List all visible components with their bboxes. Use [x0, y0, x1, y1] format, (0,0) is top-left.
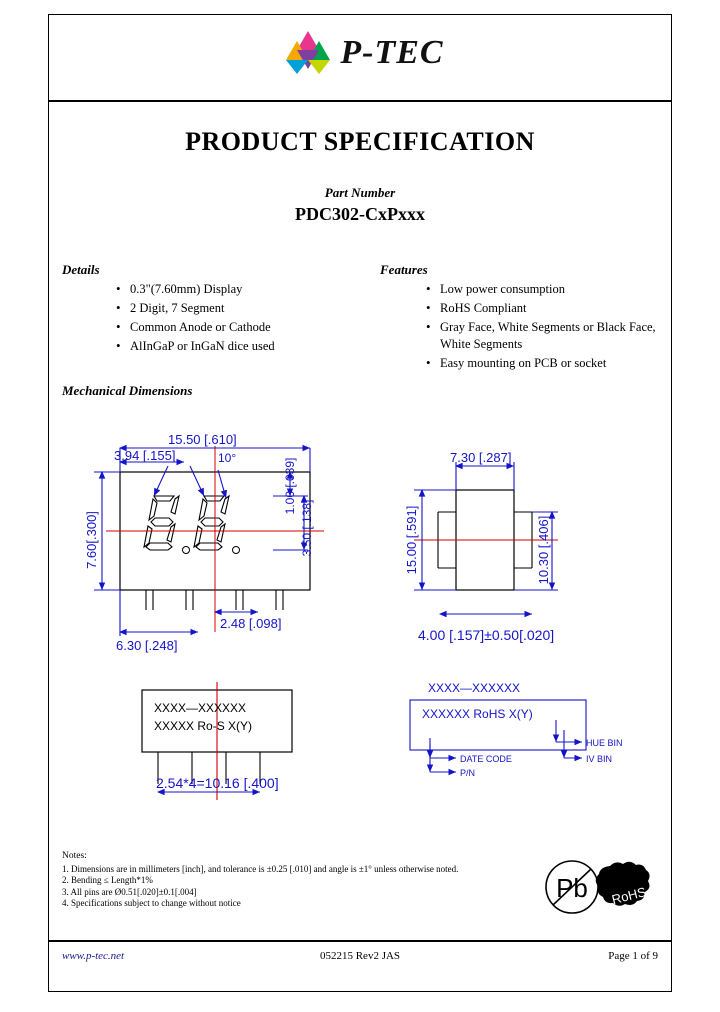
footer-revision: 052215 Rev2 JAS: [319, 950, 401, 962]
footer-divider: [49, 940, 671, 942]
dim-bottom-pin: 2.48 [.098]: [220, 616, 282, 631]
callout-hue-bin: HUE BIN: [586, 738, 623, 748]
dim-bottom-left: 6.30 [.248]: [116, 638, 178, 653]
dim-side-bottom: 4.00 [.157]±0.50[.020]: [418, 627, 555, 643]
marking-detail-line-2: XXXXXX RoHS X(Y): [422, 707, 533, 721]
dim-top-overall: 15.50 [.610]: [168, 432, 237, 447]
callout-pn: P/N: [460, 768, 476, 778]
dim-side-left-height: 15.00 [.591]: [404, 505, 419, 575]
list-item: • 2 Digit, 7 Segment: [116, 300, 366, 317]
page-title: PRODUCT SPECIFICATION: [185, 127, 535, 156]
note-item: 1. Dimensions are in millimeters [inch], and tolerance is ±0.25 [.010] and angle is ±1° unless otherwise noted.: [62, 863, 459, 874]
marking-detail-line-1: XXXX—XXXXXX: [428, 681, 521, 695]
footer-page-number: Page 1 of 9: [608, 950, 658, 962]
features-heading: Features: [380, 262, 428, 277]
dim-right-mid: 3.50 [.138]: [300, 499, 314, 557]
ptec-triangles-logo-icon: [286, 31, 330, 75]
pb-free-label: Pb: [556, 873, 588, 903]
brand-name: P-TEC: [340, 34, 444, 71]
mechanical-dimensions-heading: Mechanical Dimensions: [62, 383, 193, 398]
note-item: 4. Specifications subject to change without notice: [62, 898, 241, 908]
brand-logo: [250, 22, 480, 84]
note-item: 3. All pins are Ø0.51[.020]±0.1[.004]: [62, 886, 197, 897]
list-item: • AlInGaP or InGaN dice used: [116, 338, 366, 355]
notes-block: [62, 851, 532, 910]
list-item: • RoHS Compliant: [426, 300, 676, 317]
note-item: 2. Bending ≤ Length*1%: [62, 875, 153, 885]
certification-marks: [544, 856, 660, 918]
marking-line-1: XXXX—XXXXXX: [154, 701, 247, 715]
mechanical-drawing: [58, 400, 662, 840]
details-list: [98, 281, 366, 357]
callout-iv-bin: IV BIN: [586, 754, 613, 764]
dim-top-inner: 3.94 [.155]: [114, 448, 176, 463]
notes-title: Notes:: [62, 851, 87, 861]
dim-pin-pitch: 2.54*4=10.16 [.400]: [156, 775, 279, 791]
list-item: • Easy mounting on PCB or socket: [426, 355, 676, 372]
details-heading: Details: [62, 262, 100, 277]
marking-line-2: XXXXX Ro-S X(Y): [154, 719, 253, 733]
list-item: • Gray Face, White Segments or Black Face, White Segments: [426, 319, 676, 353]
dim-left-height: 7.60[.300]: [84, 511, 99, 569]
part-number-label: Part Number: [324, 185, 396, 200]
dim-side-top-width: 7.30 [.287]: [450, 450, 512, 465]
list-item: • 0.3"(7.60mm) Display: [116, 281, 366, 298]
header-divider: [49, 100, 671, 102]
callout-date-code: DATE CODE: [460, 754, 512, 764]
list-item: • Low power consumption: [426, 281, 676, 298]
dim-right-small: 1.00 [.039]: [283, 457, 297, 515]
list-item: • Common Anode or Cathode: [116, 319, 366, 336]
features-list: [408, 281, 676, 374]
dim-angle: 10°: [218, 451, 237, 465]
part-number-value: PDC302-CxPxxx: [295, 204, 425, 224]
dim-side-right-height: 10.30 [.406]: [536, 515, 551, 585]
footer-website[interactable]: www.p-tec.net: [62, 950, 125, 962]
rohs-label: RoHS: [610, 884, 648, 908]
